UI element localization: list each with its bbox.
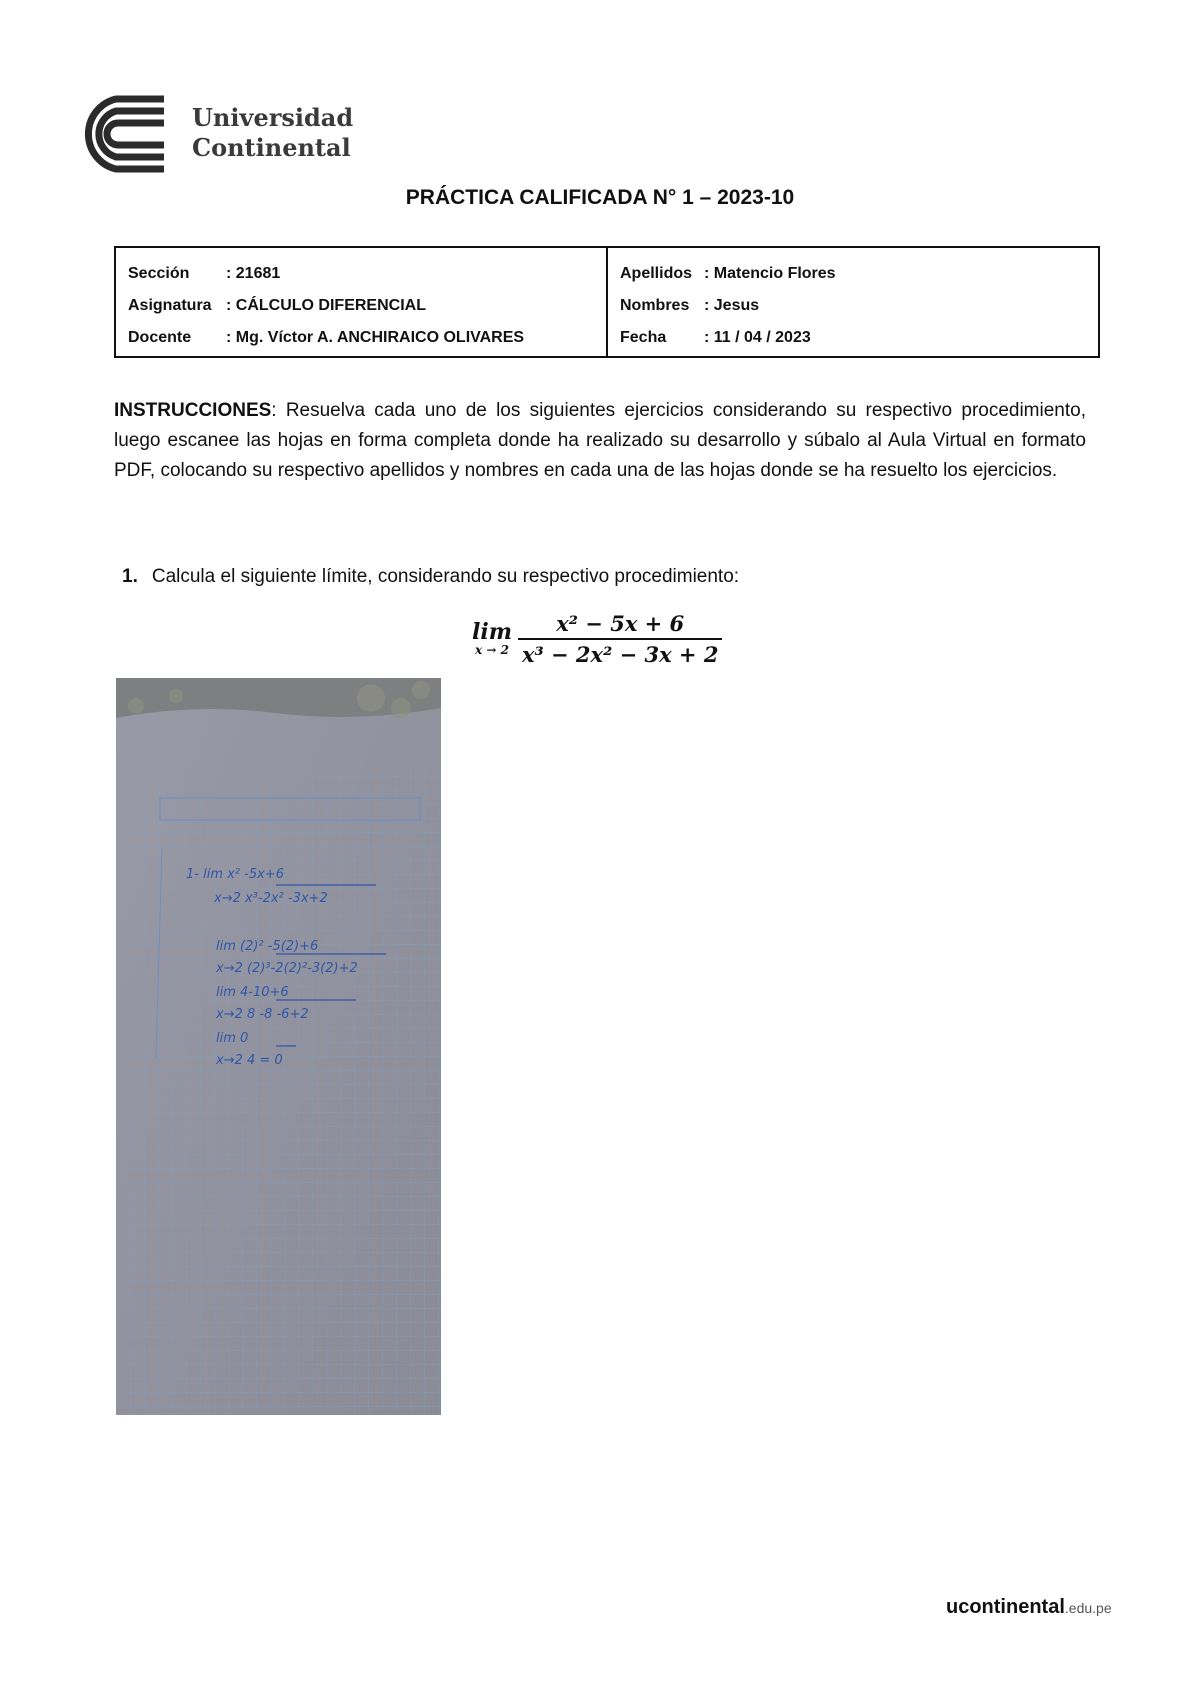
seccion-value: : 21681 bbox=[226, 265, 281, 282]
nombres-label: Nombres bbox=[620, 297, 690, 314]
page-title: PRÁCTICA CALIFICADA N° 1 – 2023-10 bbox=[405, 186, 795, 209]
question-text: Calcula el siguiente límite, considerando su respectivo procedimiento: bbox=[151, 566, 740, 587]
course-info-column bbox=[116, 248, 606, 356]
nombres-row bbox=[620, 290, 1086, 322]
limit-operator bbox=[472, 621, 512, 657]
university-name bbox=[192, 103, 353, 163]
fraction bbox=[518, 611, 722, 667]
limit-formula bbox=[472, 604, 722, 674]
handwritten-line-4b: x→2 4 = 0 bbox=[216, 1053, 283, 1068]
university-logo bbox=[76, 95, 376, 175]
handwritten-line-3: lim 4-10+6 bbox=[216, 985, 289, 1000]
seccion-row bbox=[128, 258, 594, 290]
apellidos-row bbox=[620, 258, 1086, 290]
footer-domain: .edu.pe bbox=[1064, 1600, 1112, 1616]
apellidos-label: Apellidos bbox=[620, 265, 693, 282]
docente-value: : Mg. Víctor A. ANCHIRAICO OLIVARES bbox=[226, 329, 525, 346]
student-info-column bbox=[606, 248, 1098, 356]
asignatura-row bbox=[128, 290, 594, 322]
continental-c-logo-icon bbox=[76, 95, 176, 173]
lim-word: lim bbox=[472, 619, 512, 645]
lim-subscript: x → 2 bbox=[475, 643, 509, 657]
nombres-value: : Jesus bbox=[704, 297, 760, 314]
handwritten-line-1: 1- lim x² -5x+6 bbox=[186, 867, 284, 882]
instructions-text: : Resuelva cada uno de los siguientes ejercicios considerando su respectivo procedimiento, luego escanee las hojas en forma completa donde ha realizado su desarrollo y súbalo al Aula Virtual en formato PDF, colocando su respectivo apellidos y nombres en cada una de las hojas donde se ha resuelto los ejercicios. bbox=[114, 400, 1086, 481]
handwritten-line-2b: x→2 (2)³-2(2)²-3(2)+2 bbox=[216, 961, 358, 976]
fecha-row bbox=[620, 322, 1086, 354]
handwritten-line-4: lim 0 bbox=[216, 1031, 249, 1046]
denominator: x³ − 2x² − 3x + 2 bbox=[518, 638, 722, 667]
seccion-label: Sección bbox=[128, 265, 190, 282]
footer-brand-name: ucontinental bbox=[946, 1596, 1065, 1618]
footer-brand bbox=[946, 1596, 1112, 1619]
question-number: 1. bbox=[122, 566, 138, 587]
question-1 bbox=[122, 566, 739, 588]
numerator: x² − 5x + 6 bbox=[556, 611, 685, 636]
asignatura-value: : CÁLCULO DIFERENCIAL bbox=[226, 297, 426, 314]
logo-line-2: Continental bbox=[192, 133, 351, 162]
asignatura-label: Asignatura bbox=[128, 297, 212, 314]
handwritten-line-3b: x→2 8 -8 -6+2 bbox=[216, 1007, 309, 1022]
handwritten-line-2: lim (2)² -5(2)+6 bbox=[216, 939, 319, 954]
logo-line-1: Universidad bbox=[192, 103, 354, 132]
instructions-paragraph bbox=[114, 396, 1086, 486]
docente-row bbox=[128, 322, 594, 354]
instructions-label: INSTRUCCIONES bbox=[114, 400, 272, 421]
handwritten-solution-photo bbox=[116, 678, 441, 1415]
apellidos-value: : Matencio Flores bbox=[704, 265, 836, 282]
fecha-label: Fecha bbox=[620, 329, 667, 346]
handwritten-line-1b: x→2 x³-2x² -3x+2 bbox=[214, 891, 328, 906]
student-info-table bbox=[114, 246, 1100, 358]
fecha-value: : 11 / 04 / 2023 bbox=[704, 329, 811, 346]
docente-label: Docente bbox=[128, 329, 192, 346]
